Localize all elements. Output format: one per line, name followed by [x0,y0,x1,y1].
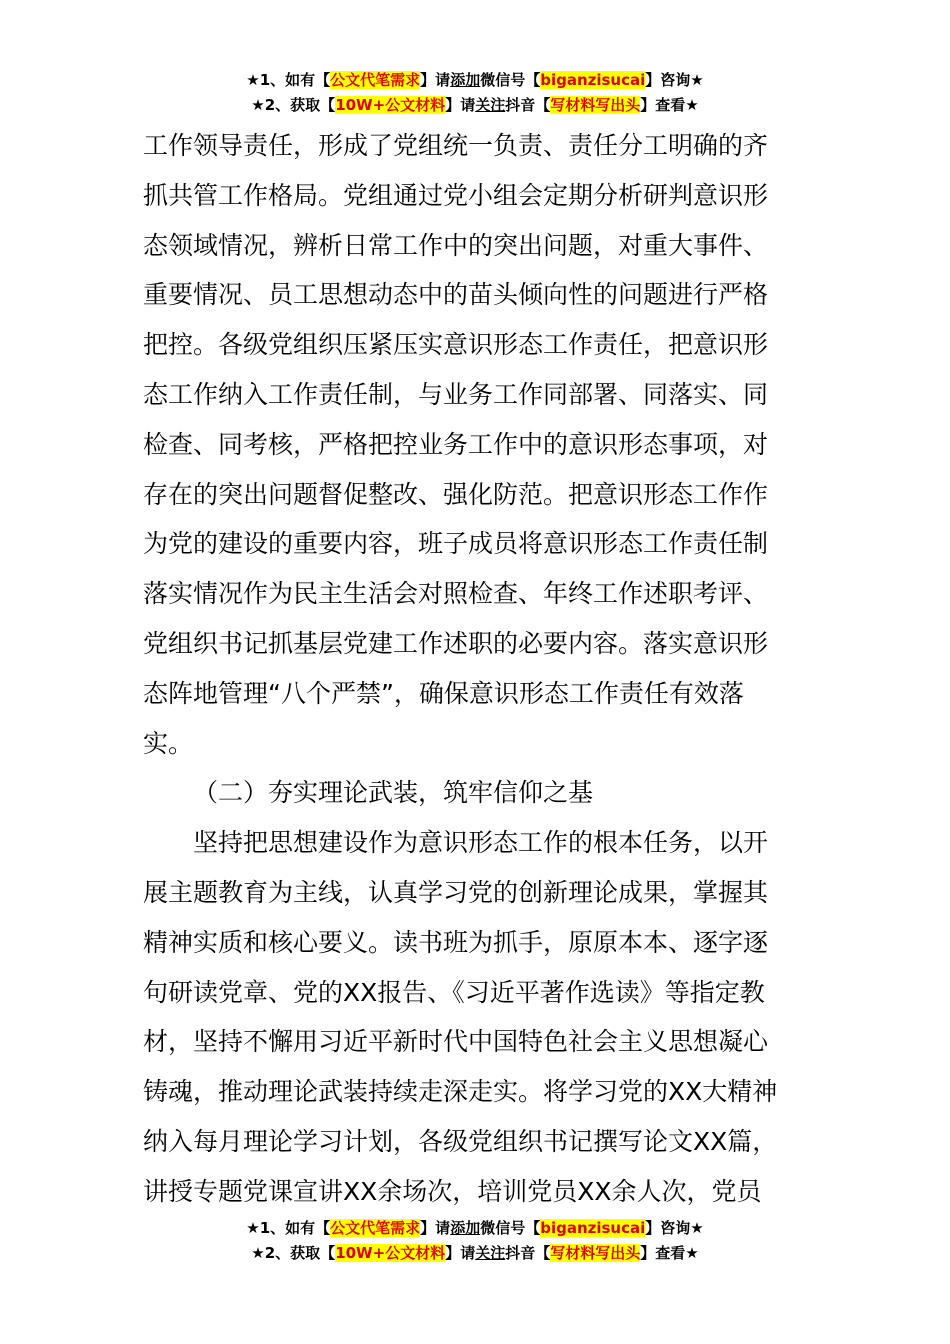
top-promo-banner [0,68,950,118]
bottom-promo-banner [0,1216,950,1266]
body-line: 工作领导责任，形成了党组统一负责、责任分工明确的齐 [143,131,769,160]
promo-text: 】请 [420,1219,451,1237]
body-line: 讲授专题党课宣讲XX余场次，培训党员XX余人次，党员 [143,1176,762,1206]
body-line: 坚持把思想建设作为意识形态工作的根本任务，以开 [193,828,769,858]
body-line: 材，坚持不懈用习近平新时代中国特色社会主义思想凝心 [143,1027,769,1057]
body-line: 态工作纳入工作责任制，与业务工作同部署、同落实、同 [143,379,769,409]
body-line: 检查、同考核，严格把控业务工作中的意识形态事项，对 [143,429,769,459]
promo-highlight: 10W+公文材料 [335,96,446,114]
promo-text: ★1、如有【 [246,71,331,89]
body-line: 铸魂，推动理论武装持续走深走实。将学习党的XX大精神 [143,1077,778,1107]
promo-underlined: 关注 [475,96,506,114]
body-line: 为党的建设的重要内容，班子成员将意识形态工作责任制 [143,529,769,559]
promo-highlight: 10W+公文材料 [335,1244,446,1262]
promo-highlight: 写材料写出头 [550,96,641,114]
body-line: 展主题教育为主线，认真学习党的创新理论成果，掌握其 [143,877,769,907]
section-heading: （二）夯实理论武装，筑牢信仰之基 [193,778,594,808]
body-line: 纳入每月理论学习计划，各级党组织书记撰写论文XX篇， [143,1126,778,1156]
body-line: 落实情况作为民主生活会对照检查、年终工作述职考评、 [143,579,769,609]
body-line: 态领域情况，辨析日常工作中的突出问题，对重大事件、 [143,230,769,260]
promo-highlight: biganzisucai [540,71,646,89]
body-line: 存在的突出问题督促整改、强化防范。把意识形态工作作 [143,479,769,509]
promo-text: 】咨询★ [645,1219,704,1237]
body-line: 句研读党章、党的XX报告、《习近平著作选读》等指定教 [143,977,765,1007]
promo-text: 】查看★ [640,96,699,114]
promo-text: 抖音【 [505,96,551,114]
promo-text: 】请 [420,71,451,89]
promo-highlight: 写材料写出头 [550,1244,641,1262]
promo-underlined: 添加 [450,1219,481,1237]
body-line: 态阵地管理“八个严禁”，确保意识形态工作责任有效落 [143,678,744,708]
body-line: 抓共管工作格局。党组通过党小组会定期分析研判意识形 [143,180,769,210]
promo-text: 抖音【 [505,1244,551,1262]
promo-text: 微信号【 [480,1219,541,1237]
promo-text: 】请 [445,1244,476,1262]
document-body [143,121,805,1217]
body-line: 把控。各级党组织压紧压实意识形态工作责任，把意识形 [143,330,769,360]
promo-text: 】咨询★ [645,71,704,89]
promo-underlined: 添加 [450,71,481,89]
promo-line-2 [0,93,950,118]
promo-text: 微信号【 [480,71,541,89]
promo-highlight: 公文代笔需求 [330,1219,421,1237]
body-line: 重要情况、员工思想动态中的苗头倾向性的问题进行严格 [143,280,769,310]
promo-text: ★2、获取【 [251,1244,336,1262]
promo-line-2 [0,1241,950,1266]
body-line: 党组织书记抓基层党建工作述职的必要内容。落实意识形 [143,628,769,658]
promo-text: 】查看★ [640,1244,699,1262]
promo-text: ★2、获取【 [251,96,336,114]
promo-line-1 [0,1216,950,1241]
promo-highlight: 公文代笔需求 [330,71,421,89]
promo-line-1 [0,68,950,93]
promo-underlined: 关注 [475,1244,506,1262]
body-line: 实。 [143,728,194,758]
promo-text: 】请 [445,96,476,114]
promo-text: ★1、如有【 [246,1219,331,1237]
promo-highlight: biganzisucai [540,1219,646,1237]
body-line: 精神实质和核心要义。读书班为抓手，原原本本、逐字逐 [143,927,769,957]
